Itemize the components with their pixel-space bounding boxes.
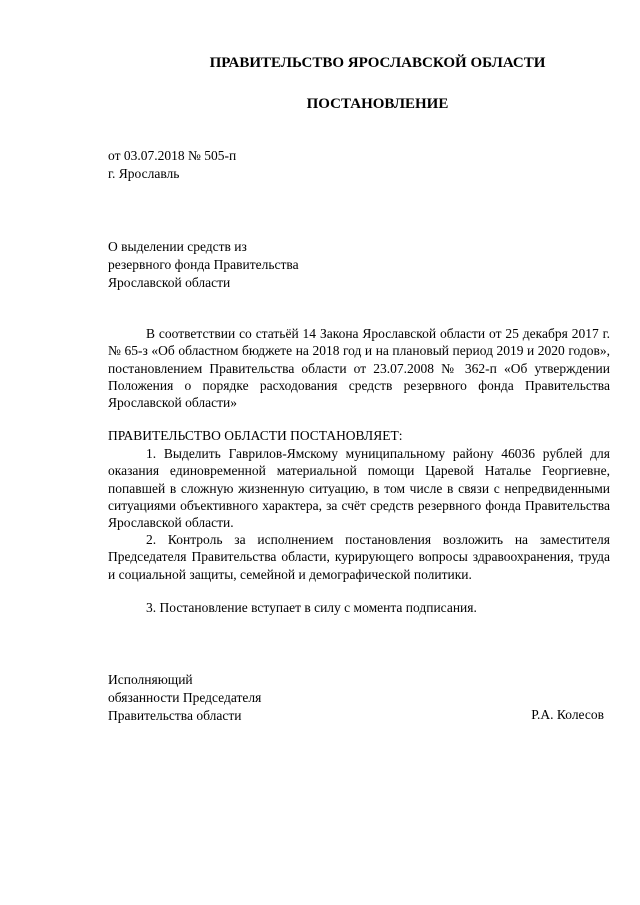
resolution-clause: ПРАВИТЕЛЬСТВО ОБЛАСТИ ПОСТАНОВЛЯЕТ: xyxy=(108,428,403,443)
signatory-position xyxy=(108,671,261,725)
subject-line: О выделении средств из xyxy=(108,239,247,254)
subject-line: Ярославской области xyxy=(108,275,231,290)
document-subject xyxy=(108,238,299,292)
item-2: 2. Контроль за исполнением постановления возложить на заместителя Председателя Правительства области, курирующего вопросы здравоохранения, труда и социальной защиты, семейной и демографической политики. xyxy=(108,532,610,582)
item-3: 3. Постановление вступает в силу с момента подписания. xyxy=(146,600,477,615)
signatory-line: Правительства области xyxy=(108,708,242,723)
signatory-name: Р.А. Колесов xyxy=(531,707,604,722)
signatory-line: Исполняющий xyxy=(108,672,193,687)
item-1: 1. Выделить Гаврилов-Ямскому муниципальному району 46036 рублей для оказания единовременной материальной помощи Царевой Наталье Георгиевне, попавшей в сложную жизненную ситуацию, в том числе в связи с непредвиденными ситуациями объективного характера, за счёт средств резервного фонда Правительства Ярославской области. xyxy=(108,446,610,531)
signatory-line: обязанности Председателя xyxy=(108,690,262,705)
subject-line: резервного фонда Правительства xyxy=(108,257,299,272)
document-type: ПОСТАНОВЛЕНИЕ xyxy=(306,96,449,112)
date-and-number: от 03.07.2018 № 505-п xyxy=(108,148,237,163)
city: г. Ярославль xyxy=(108,166,180,181)
preamble-paragraph: В соответствии со статьёй 14 Закона Ярославской области от 25 декабря 2017 г. № 65-з «Об областном бюджете на 2018 год и на плановый период 2019 и 2020 годов», постановлением Правительства области от 23.07.2008 № 362-п «Об утверждении Положения о порядке расходования средств резервного фонда Правительства Ярославской области» xyxy=(108,326,610,411)
issuing-authority: ПРАВИТЕЛЬСТВО ЯРОСЛАВСКОЙ ОБЛАСТИ xyxy=(209,55,546,71)
